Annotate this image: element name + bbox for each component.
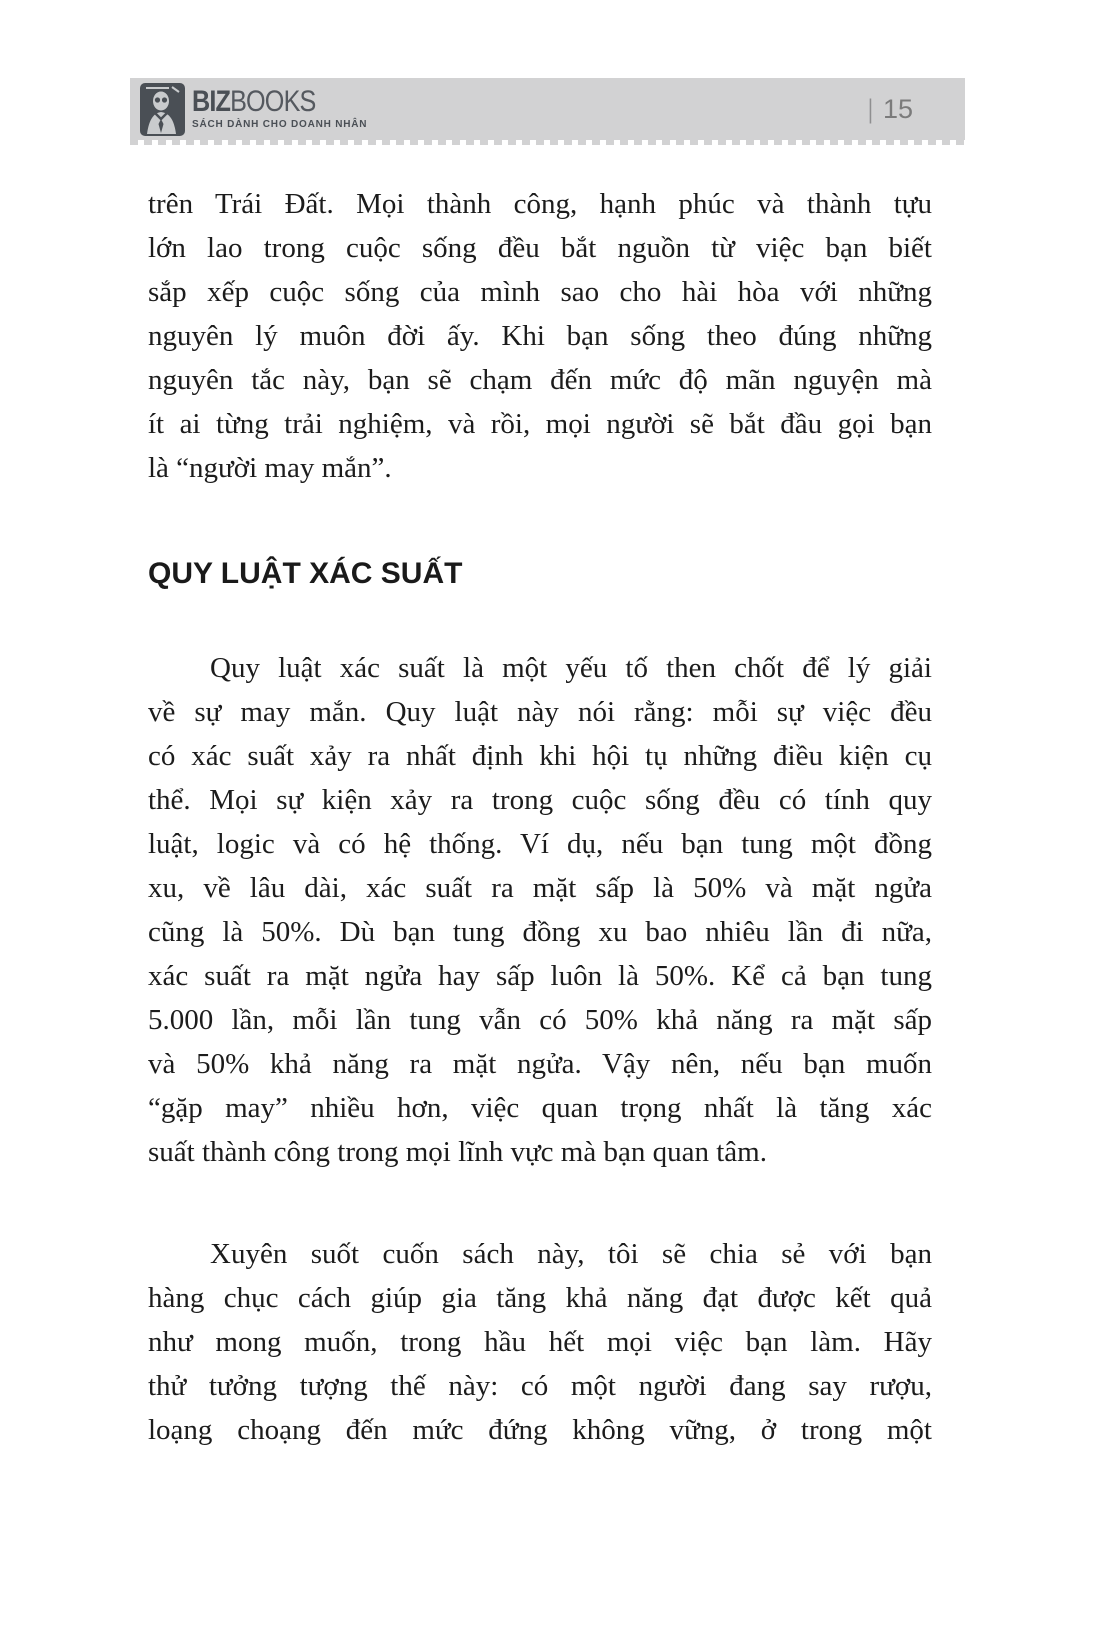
- page-number-value: 15: [882, 93, 913, 124]
- text-line: luật, logic và có hệ thống. Ví dụ, nếu bạn tung một đồng: [148, 828, 932, 860]
- text-line: thử tưởng tượng thế này: có một người đang say rượu,: [148, 1370, 932, 1402]
- text-line: lớn lao trong cuộc sống đều bắt nguồn từ việc bạn biết: [148, 232, 932, 264]
- text-line: loạng choạng đến mức đứng không vững, ở trong một: [148, 1414, 932, 1446]
- page-content: [148, 140, 932, 1452]
- text-line: xu, về lâu dài, xác suất ra mặt sấp là 50% và mặt ngửa: [148, 872, 932, 904]
- text-line: “gặp may” nhiều hơn, việc quan trọng nhất là tăng xác: [148, 1092, 932, 1124]
- brand-name-biz: BIZ: [192, 85, 231, 118]
- text-line: có xác suất xảy ra nhất định khi hội tụ những điều kiện cụ: [148, 740, 932, 772]
- text-line: Xuyên suốt cuốn sách này, tôi sẽ chia sẻ với bạn: [210, 1238, 932, 1270]
- text-line: nguyên lý muôn đời ấy. Khi bạn sống theo đúng những: [148, 320, 932, 352]
- logo-text: [192, 85, 368, 130]
- paragraph: [148, 646, 932, 1174]
- text-line: sắp xếp cuộc sống của mình sao cho hài hòa với những: [148, 276, 932, 308]
- text-line: là “người may mắn”.: [148, 452, 392, 484]
- text-line: hàng chục cách giúp gia tăng khả năng đạt được kết quả: [148, 1282, 932, 1314]
- bizbooks-book-man-icon: [140, 83, 185, 136]
- text-line: suất thành công trong mọi lĩnh vực mà bạn quan tâm.: [148, 1136, 767, 1168]
- text-line: nguyên tắc này, bạn sẽ chạm đến mức độ mãn nguyện mà: [148, 364, 932, 396]
- text-line: về sự may mắn. Quy luật này nói rằng: mỗi sự việc đều: [148, 696, 932, 728]
- text-line: 5.000 lần, mỗi lần tung vẫn có 50% khả năng ra mặt sấp: [148, 1004, 932, 1036]
- page-header: [130, 78, 965, 140]
- bizbooks-logo: [140, 83, 367, 136]
- text-line: trên Trái Đất. Mọi thành công, hạnh phúc và thành tựu: [148, 188, 932, 220]
- text-line: xác suất ra mặt ngửa hay sấp luôn là 50%. Kể cả bạn tung: [148, 960, 932, 992]
- paragraph: [148, 1232, 932, 1452]
- text-line: thể. Mọi sự kiện xảy ra trong cuộc sống đều có tính quy: [148, 784, 932, 816]
- text-line: như mong muốn, trong hầu hết mọi việc bạn làm. Hãy: [148, 1326, 932, 1358]
- section-heading: QUY LUẬT XÁC SUẤT: [148, 557, 463, 590]
- text-line: và 50% khả năng ra mặt ngửa. Vậy nên, nếu bạn muốn: [148, 1048, 932, 1080]
- page-number-divider: |: [867, 93, 873, 124]
- text-line: Quy luật xác suất là một yếu tố then chốt để lý giải: [210, 652, 932, 684]
- text-line: cũng là 50%. Dù bạn tung đồng xu bao nhiêu lần đi nữa,: [148, 916, 932, 948]
- page-number: [867, 94, 913, 125]
- brand-name-books: BOOKS: [230, 85, 316, 118]
- text-line: ít ai từng trải nghiệm, và rồi, mọi người sẽ bắt đầu gọi bạn: [148, 408, 932, 440]
- paragraph: [148, 182, 932, 490]
- brand-tagline: SÁCH DÀNH CHO DOANH NHÂN: [192, 119, 368, 130]
- brand-name: [192, 85, 339, 118]
